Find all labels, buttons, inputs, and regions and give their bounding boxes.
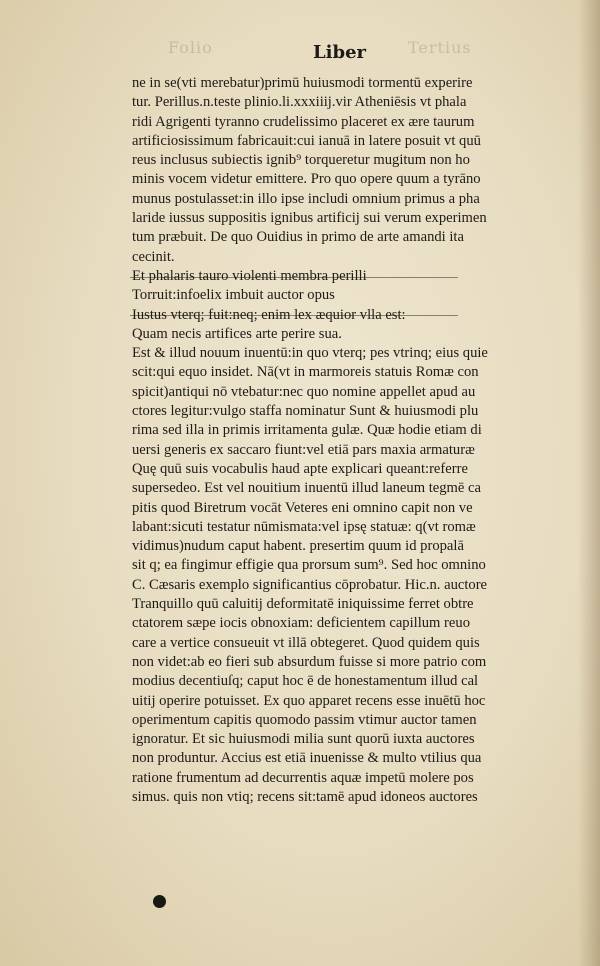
text-line: non videt:ab eo fieri sub absurdum fuisse si more patrio com — [132, 653, 487, 670]
text-line: cecinit. — [132, 248, 175, 265]
text-line: sit q; ea fingimur effigie qua prorsum sum⁹. Sed hoc omnino — [132, 557, 486, 574]
text-line: simus. quis non vtiq; recens sit:tamē apud idoneos auctores — [132, 788, 478, 805]
text-line: supersedeo. Est vel nouitium inuentū illud laneum tegmē ca — [132, 480, 481, 497]
text-line: ctores legitur:vulgo staffa nominatur Sunt & huiusmodi plu — [132, 403, 479, 420]
text-line: labant:sicuti testatur nūmismata:vel ipsę statuæ: q(vt romæ — [132, 518, 476, 535]
text-line: uersi generis ex saccaro fiunt:vel etiā pars maxia armaturæ — [132, 441, 475, 458]
text-line: care a vertice consueuit vt illā obtegeret. Quod quidem quis — [132, 634, 480, 651]
main-text-block — [132, 74, 582, 807]
text-line: rima sed illa in primis irritamenta gulæ. Quæ hodie etiam di — [132, 422, 482, 439]
text-line: Torruit:infoelix imbuit auctor opus — [132, 287, 335, 304]
text-line: scit:qui equo insidet. Nā(vt in marmoreis statuis Romæ con — [132, 364, 479, 381]
text-line: ignoratur. Et sic huiusmodi milia sunt quorū iuxta auctores — [132, 731, 475, 748]
text-line: munus postulasset:in illo ipse includi omnium primus a pha — [132, 190, 480, 207]
text-line: C. Cæsaris exemplo significantius cōprobatur. Hic.n. auctore — [132, 576, 488, 593]
text-line: ratione frumentum ad decurrentis aquæ impetū molere pos — [132, 769, 474, 786]
show-through-text-left: Folio — [168, 38, 213, 57]
text-line: ctatorem sæpe iocis obnoxiam: deficientem capillum reuo — [132, 615, 470, 632]
text-line: uitij operire potuisset. Ex quo apparet recens esse inuētū hoc — [132, 692, 486, 709]
text-line: non produntur. Accius est etiā inuenisse & multo vtilius qua — [132, 750, 482, 767]
show-through-text-right: Tertius — [408, 38, 472, 57]
text-line: ne in se(vti merebatur)primū huiusmodi tormentū experire — [132, 75, 473, 91]
text-line: Quę quū suis vocabulis haud apte explicari queant:referre — [132, 460, 468, 477]
text-line: spicit)antiqui nō vtebatur:nec quo nomine appellet apud au — [132, 383, 476, 400]
text-line: tum præbuit. De quo Ouidius in primo de arte amandi ita — [132, 229, 464, 246]
text-line: Quam necis artifices arte perire sua. — [132, 325, 342, 342]
ink-blot-icon — [153, 895, 166, 908]
text-line: vidimus)nudum caput habent. presertim quum id propalā — [132, 538, 464, 555]
text-line: laride iussus suppositis ignibus artificij sui verum experimen — [132, 210, 487, 227]
text-line: artificiosissimum fabricauit:cui ianuā in latere posuit vt quū — [132, 132, 481, 149]
text-line: tur. Perillus.n.teste plinio.li.xxxiiij.vir Atheniēsis vt phala — [132, 94, 467, 111]
text-line: ridi Agrigenti tyranno crudelissimo placeret ex ære taurum — [132, 113, 475, 130]
text-line: reus inclusus subiectis ignib⁹ torqueretur mugitum non ho — [132, 152, 470, 169]
text-line: Tranquillo quū caluitij deformitatē iniquissime ferret obtre — [132, 596, 474, 613]
text-line: Iustus vterq; fuit:neq; enim lex æquior vlla est: — [132, 306, 406, 323]
text-line: Et phalaris tauro violenti membra perilli — [132, 267, 367, 284]
text-line: minis vocem videtur emittere. Pro quo opere quum a tyrāno — [132, 171, 481, 188]
text-line: modius decentiuſq; caput hoc ē de honestamentum illud cal — [132, 673, 479, 690]
text-line: pitis quod Biretrum vocāt Veteres eni omnino capit non ve — [132, 499, 473, 516]
running-title: Liber — [313, 42, 367, 63]
text-line: operimentum capitis quomodo passim vtimur auctor tamen — [132, 711, 477, 728]
text-line: Est & illud nouum inuentū:in quo vterq; pes vtrinq; eius quie — [132, 345, 488, 362]
